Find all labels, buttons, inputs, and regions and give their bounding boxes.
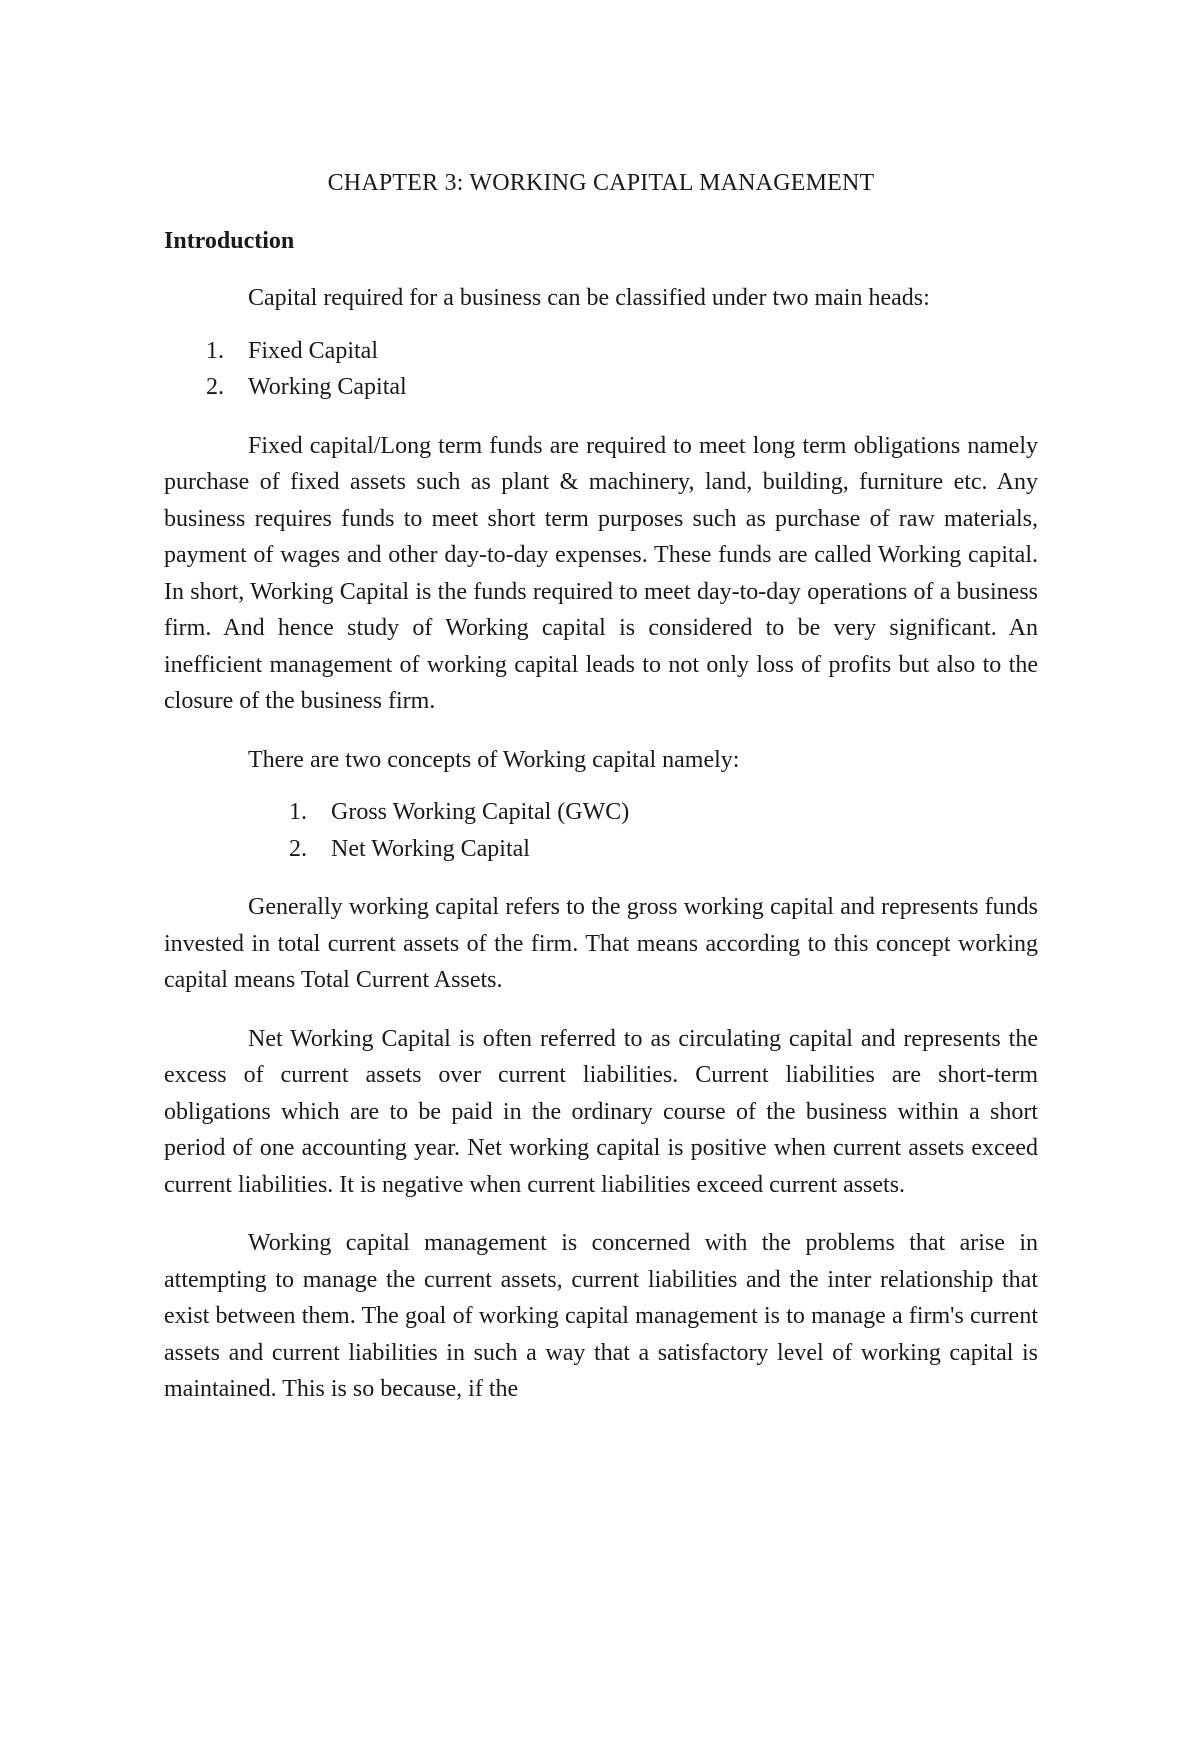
section-heading: Introduction — [164, 227, 295, 254]
list-item-number: 1. — [206, 337, 224, 364]
paragraph-working-capital-management: Working capital management is concerned with the problems that arise in attempting to manage the current assets, current liabilities and the inter relationship that exist between them. The goal of working capital management is to manage a firm's current assets and current liabilities in such a way that a satisfactory level of working capital is maintained. This is so because, if the — [164, 1230, 1038, 1402]
list-item — [164, 369, 1038, 406]
list-item-label: Fixed Capital — [248, 337, 378, 364]
intro-sentence: Capital required for a business can be classified under two main heads: — [248, 285, 930, 311]
chapter-title: CHAPTER 3: WORKING CAPITAL MANAGEMENT — [327, 170, 875, 196]
list-item-label: Net Working Capital — [331, 835, 530, 862]
paragraph-gross-working-capital: Generally working capital refers to the gross working capital and represents funds invested in total current assets of the firm. That means according to this concept working capital means Total Current Assets. — [164, 894, 1038, 993]
page-content — [164, 165, 1038, 1408]
list-item-label: Gross Working Capital (GWC) — [331, 799, 630, 825]
paragraph-fixed-capital: Fixed capital/Long term funds are required to meet long term obligations namely purchase of fixed assets such as plant & machinery, land, building, furniture etc. Any business requires funds to meet short term purposes such as purchase of raw materials, payment of wages and other day-to-day expenses. These funds are called Working capital. In short, Working Capital is the funds required to meet day-to-day operations of a business firm. And hence study of Working capital is considered to be very significant. An inefficient management of working capital leads to not only loss of profits but also to the closure of the business firm. — [164, 432, 1038, 714]
concepts-intro: There are two concepts of Working capital namely: — [248, 746, 740, 773]
list-item-number: 2. — [289, 835, 307, 862]
list-item — [164, 333, 1038, 370]
capital-heads-list — [164, 333, 1038, 406]
list-item-label: Working Capital — [248, 374, 407, 400]
list-item — [164, 831, 1038, 868]
list-item-number: 2. — [206, 374, 224, 400]
concepts-list — [164, 794, 1038, 867]
list-item-number: 1. — [289, 799, 307, 825]
paragraph-net-working-capital: Net Working Capital is often referred to as circulating capital and represents the excess of current assets over current liabilities. Current liabilities are short-term obligations which are to be paid in the ordinary course of the business within a short period of one accounting year. Net working capital is positive when current assets exceed current liabilities. It is negative when current liabilities exceed current assets. — [164, 1025, 1038, 1198]
list-item — [164, 794, 1038, 831]
